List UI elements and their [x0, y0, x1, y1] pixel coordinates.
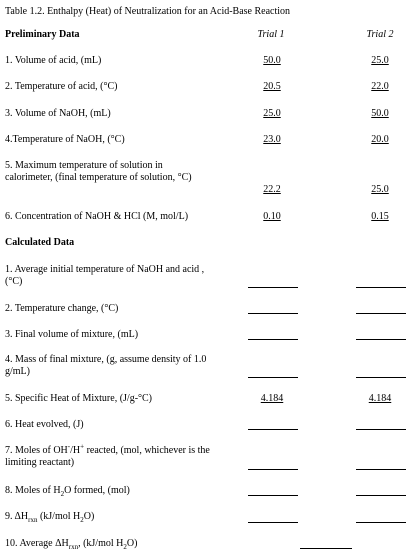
calc-row-label: 8. Moles of $H_2O$ formed, (mol)	[5, 485, 130, 498]
prelim-row-label: 4.Temperature of NaOH, (°C)	[5, 134, 125, 145]
prelim-row-label: 2. Temperature of acid, (°C)	[5, 81, 118, 92]
prelim-row-trial1-value: 50.0	[263, 55, 281, 66]
trial1-answer-blank	[248, 287, 298, 288]
calc-row-label: 4. Mass of final mixture, (g, assume density of 1.0 g/mL)	[5, 354, 207, 377]
trial2-answer-blank	[356, 522, 406, 523]
trial1-answer-blank	[248, 429, 298, 430]
prelim-row-trial1-value: 0.10	[263, 211, 281, 222]
calc-row-label: 2. Temperature change, (°C)	[5, 303, 119, 314]
trial2-answer-blank	[356, 377, 406, 378]
trial1-answer-blank	[248, 377, 298, 378]
calc-row-label: 10. Average $\Delta H_{rxn}$, (kJ/mol $H_2O$)	[5, 538, 138, 551]
prelim-row-trial1-value: 22.2	[263, 184, 281, 195]
prelim-row-trial2-value: 50.0	[371, 108, 389, 119]
calculated-heading: Calculated Data	[5, 237, 75, 248]
prelim-row-trial2-value: 25.0	[371, 55, 389, 66]
calc-row-label: 1. Average initial temperature of NaOH and acid , (°C)	[5, 264, 205, 287]
calc-row-label: 9. $\Delta H_{rxn}$ (kJ/mol $H_2O$)	[5, 511, 95, 524]
trial1-answer-blank	[248, 469, 298, 470]
prelim-row-label: 5. Maximum temperature of solution in calorimeter, (final temperature of solution, °C)	[5, 160, 192, 183]
calc-row-label: 3. Final volume of mixture, (mL)	[5, 329, 139, 340]
trial1-header: Trial 1	[257, 29, 285, 40]
trial2-header: Trial 2	[366, 29, 394, 40]
average-answer-blank	[300, 548, 352, 549]
trial2-answer-blank	[356, 313, 406, 314]
trial1-answer-blank	[248, 495, 298, 496]
preliminary-heading: Preliminary Data	[5, 29, 80, 40]
prelim-row-trial2-value: 25.0	[371, 184, 389, 195]
prelim-row-trial2-value: 0.15	[371, 211, 389, 222]
table-title: Table 1.2. Enthalpy (Heat) of Neutralization for an Acid-Base Reaction	[5, 6, 291, 17]
trial1-answer-blank	[248, 313, 298, 314]
trial2-answer-blank	[356, 495, 406, 496]
prelim-row-trial1-value: 23.0	[263, 134, 281, 145]
calc-row-trial1-value: 4.184	[260, 393, 284, 404]
prelim-row-label: 3. Volume of NaOH, (mL)	[5, 108, 111, 119]
prelim-row-label: 1. Volume of acid, (mL)	[5, 55, 102, 66]
trial2-answer-blank	[356, 429, 406, 430]
trial2-answer-blank	[356, 469, 406, 470]
trial2-answer-blank	[356, 287, 406, 288]
prelim-row-trial2-value: 22.0	[371, 81, 389, 92]
trial1-answer-blank	[248, 339, 298, 340]
calc-row-label: 5. Specific Heat of Mixture, (J/g-°C)	[5, 393, 153, 404]
calc-row-trial2-value: 4.184	[368, 393, 392, 404]
prelim-row-trial1-value: 20.5	[263, 81, 281, 92]
calc-row-label: 6. Heat evolved, (J)	[5, 419, 84, 430]
calc-row-label: 7. Moles of OH-/H+ reacted, (mol, whichever is the limiting reactant)	[5, 442, 210, 468]
prelim-row-label: 6. Concentration of NaOH & HCl (M, mol/L)	[5, 211, 189, 222]
prelim-row-trial1-value: 25.0	[263, 108, 281, 119]
trial1-answer-blank	[248, 522, 298, 523]
prelim-row-trial2-value: 20.0	[371, 134, 389, 145]
trial2-answer-blank	[356, 339, 406, 340]
